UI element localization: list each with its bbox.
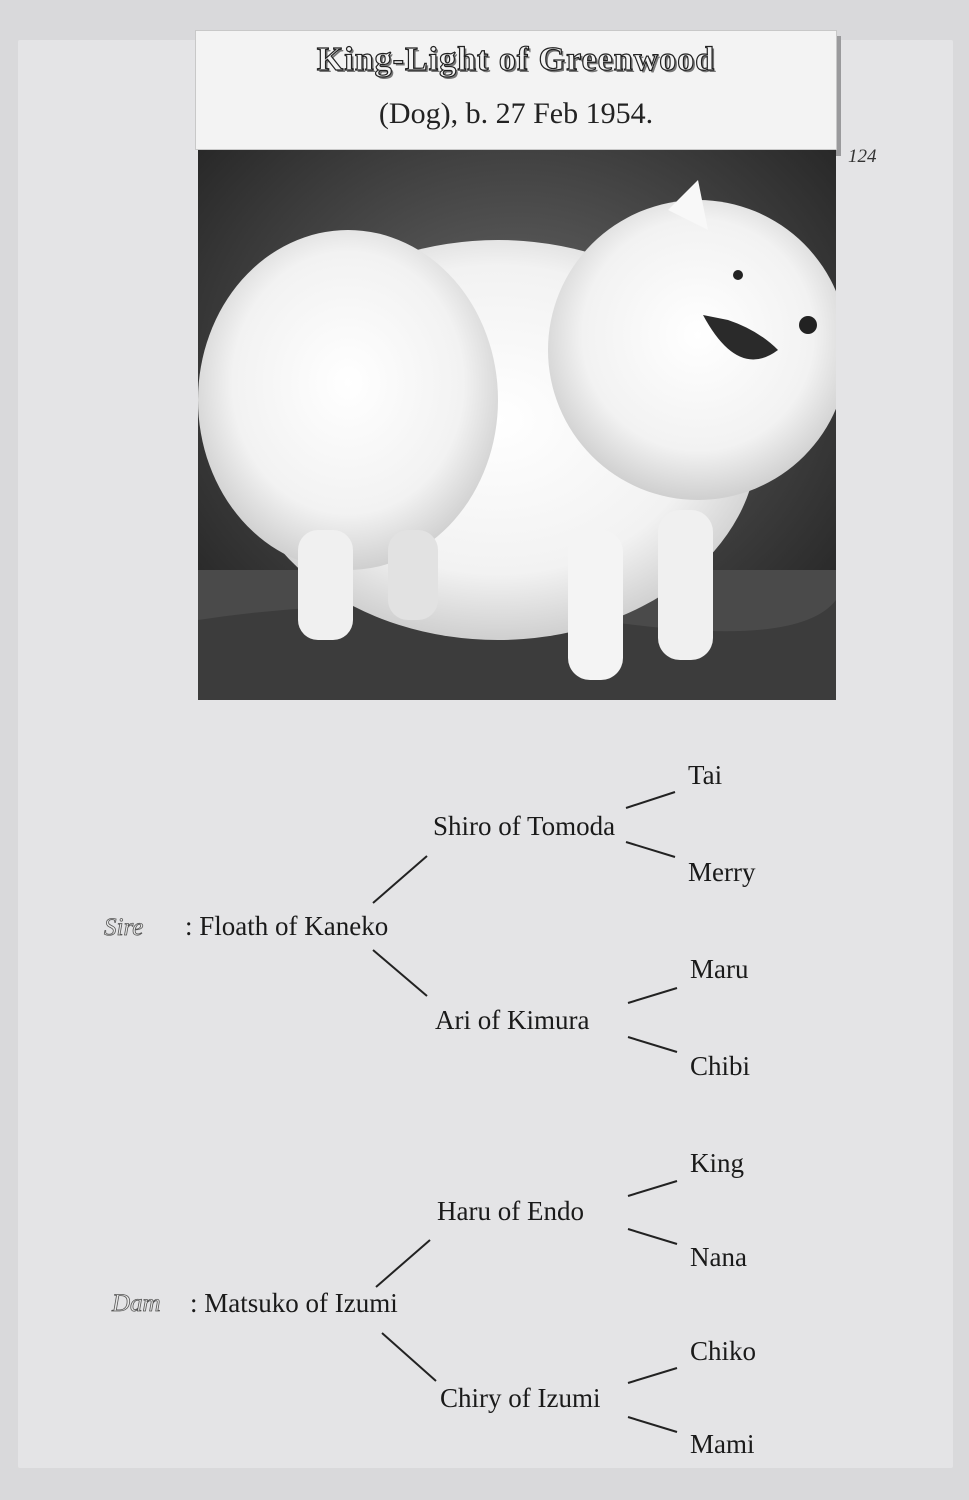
dam-maternal-granddam: Mami — [690, 1429, 755, 1459]
dam-maternal-grandsire: Chiko — [690, 1336, 757, 1366]
page-number: 124 — [848, 146, 877, 167]
dam-father-name: Haru of Endo — [437, 1196, 584, 1226]
sire-maternal-grandsire: Maru — [690, 954, 749, 984]
birth-info: (Dog), b. 27 Feb 1954. — [378, 97, 654, 130]
sire-label: Sire — [104, 914, 144, 941]
sire-name: : Floath of Kaneko — [185, 911, 389, 941]
dam-name: : Matsuko of Izumi — [190, 1288, 398, 1318]
dam-mother-name: Chiry of Izumi — [440, 1383, 601, 1413]
dam-label: Dam — [112, 1290, 161, 1317]
sire-paternal-granddam: Merry — [688, 857, 756, 887]
sire-mother-name: Ari of Kimura — [435, 1005, 590, 1035]
sire-maternal-granddam: Chibi — [690, 1051, 751, 1081]
dam-paternal-grandsire: King — [690, 1148, 744, 1178]
dog-name-title: King-Light of Greenwood — [316, 41, 716, 78]
sire-father-name: Shiro of Tomoda — [433, 811, 616, 841]
dam-paternal-granddam: Nana — [690, 1242, 747, 1272]
sire-paternal-grandsire: Tai — [688, 760, 723, 790]
